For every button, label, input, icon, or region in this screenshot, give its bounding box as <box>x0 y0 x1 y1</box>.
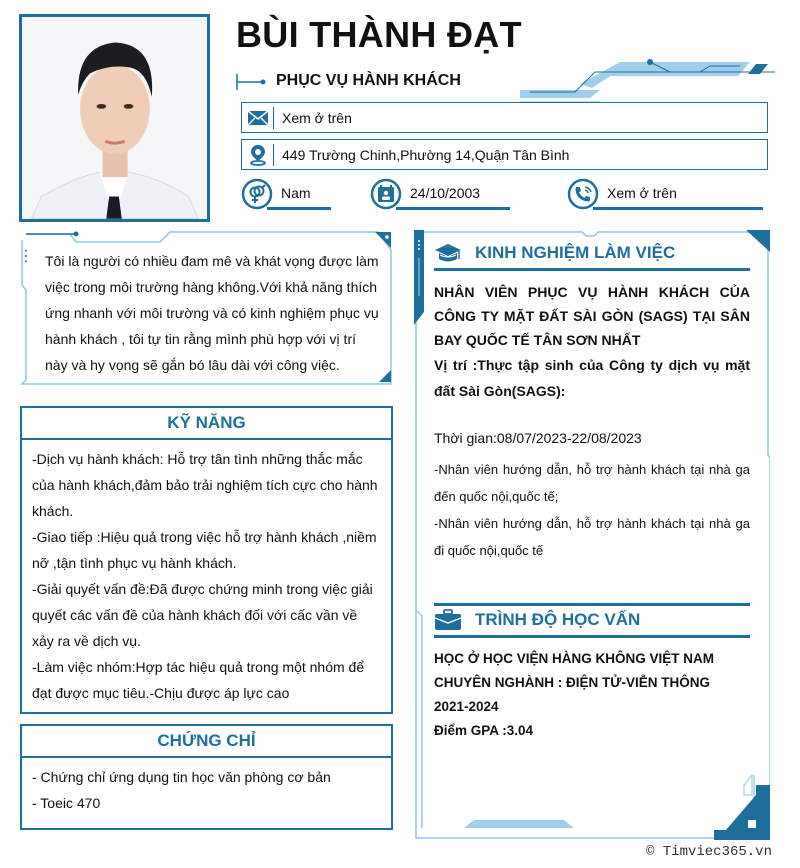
certificates-title: CHỨNG CHỈ <box>22 726 391 758</box>
education-divider-bottom <box>434 635 750 638</box>
graduation-cap-icon <box>434 242 462 264</box>
experience-details <box>434 456 750 564</box>
birthday-value: 24/10/2003 <box>410 185 481 201</box>
job-title: PHỤC VỤ HÀNH KHÁCH <box>276 72 461 89</box>
skills-section <box>20 406 393 714</box>
header-decoration <box>520 58 780 104</box>
location-pin-icon <box>242 144 274 166</box>
skill-item: -Dịch vụ hành khách: Hỗ trợ tân tình những thắc mắc của hành khách,đảm bảo trải nghiệm tích cực cho hành khách. <box>32 451 378 519</box>
gender-field <box>241 178 333 212</box>
email-value: Xem ở trên <box>282 109 352 126</box>
address-field <box>241 139 768 170</box>
gender-icon <box>241 178 273 210</box>
about-section <box>20 230 393 385</box>
right-panel <box>414 230 770 840</box>
experience-title: KINH NGHIỆM LÀM VIỆC <box>475 243 676 262</box>
birthday-field <box>370 178 510 212</box>
experience-company: NHÂN VIÊN PHỤC VỤ HÀNH KHÁCH CỦA CÔNG TY MẶT ĐẤT SÀI GÒN (SAGS) TẠI SÂN BAY QUỐC TẾ TÂN SƠN NHẤT <box>434 284 750 348</box>
phone-value: Xem ở trên <box>607 185 677 201</box>
role-connector-icon <box>236 72 268 92</box>
gender-value: Nam <box>281 185 311 201</box>
profile-photo <box>19 14 210 222</box>
education-line: Điểm GPA :3.04 <box>434 723 534 738</box>
candidate-name: BÙI THÀNH ĐẠT <box>236 14 522 55</box>
education-line: CHUYÊN NGHÀNH : ĐIỆN TỬ-VIỄN THÔNG <box>434 675 710 690</box>
calendar-icon <box>370 178 402 210</box>
education-line: HỌC Ở HỌC VIỆN HÀNG KHÔNG VIỆT NAM <box>434 651 715 666</box>
email-field <box>241 102 768 133</box>
experience-divider <box>434 268 750 271</box>
phone-icon <box>567 178 599 210</box>
gender-underline <box>267 207 331 210</box>
certificates-section <box>20 724 393 830</box>
skill-item: -Giao tiếp :Hiệu quả trong việc hỗ trợ hành khách ,niềm nỡ ,tận tình phục vụ hành khách. <box>32 529 377 571</box>
skill-item: -Giải quyết vấn đề:Đã được chứng minh trong việc giải quyết các vấn đề của hành khách đối với cấc vần về xảy ra về dịch vụ. <box>32 581 373 649</box>
experience-time: Thời gian:08/07/2023-22/08/2023 <box>434 430 642 446</box>
phone-field <box>567 178 765 212</box>
skills-title: KỸ NĂNG <box>22 408 391 440</box>
education-heading <box>434 609 640 631</box>
education-divider-top <box>434 603 750 606</box>
phone-underline <box>593 207 763 210</box>
education-details <box>434 647 754 743</box>
education-title: TRÌNH ĐỘ HỌC VẤN <box>475 610 641 629</box>
about-text: Tôi là người có nhiều đam mê và khát vọng được làm việc trong môi trường hàng không.Với khả năng thích ứng nhanh với môi trường và có kinh nghiệm phục vụ hành khách , tôi tự tin rằng mình phù hợp với vị trí này và hy vọng sẽ gắn bó lâu dài với công việc. <box>45 253 379 373</box>
certificate-item: - Chứng chỉ ứng dụng tin học văn phòng cơ bản <box>32 769 331 785</box>
envelope-icon <box>242 107 274 129</box>
certificate-item: - Toeic 470 <box>32 795 101 811</box>
address-value: 449 Trường Chinh,Phường 14,Quận Tân Bình <box>282 146 570 163</box>
education-line: 2021-2024 <box>434 699 499 714</box>
briefcase-icon <box>434 609 462 631</box>
portrait-illustration <box>22 17 207 219</box>
experience-detail-item: -Nhân viên hướng dẫn, hỗ trợ hành khách tại nhà ga đến quốc nội,quốc tế; <box>434 462 750 504</box>
birthday-underline <box>396 207 510 210</box>
experience-heading <box>434 242 675 264</box>
skill-item: -Làm việc nhóm:Hợp tác hiệu quả trong một nhóm để đạt được mục tiêu.-Chịu được áp lực cao <box>32 659 365 701</box>
experience-detail-item: -Nhân viên hướng dẫn, hỗ trợ hành khách tại nhà ga đi quốc nội,quốc tế <box>434 516 750 558</box>
watermark: © Timviec365.vn <box>645 844 772 860</box>
experience-position: Vị trí :Thực tập sinh của Công ty dịch vụ mặt đất Sài Gòn(SAGS): <box>434 357 750 399</box>
